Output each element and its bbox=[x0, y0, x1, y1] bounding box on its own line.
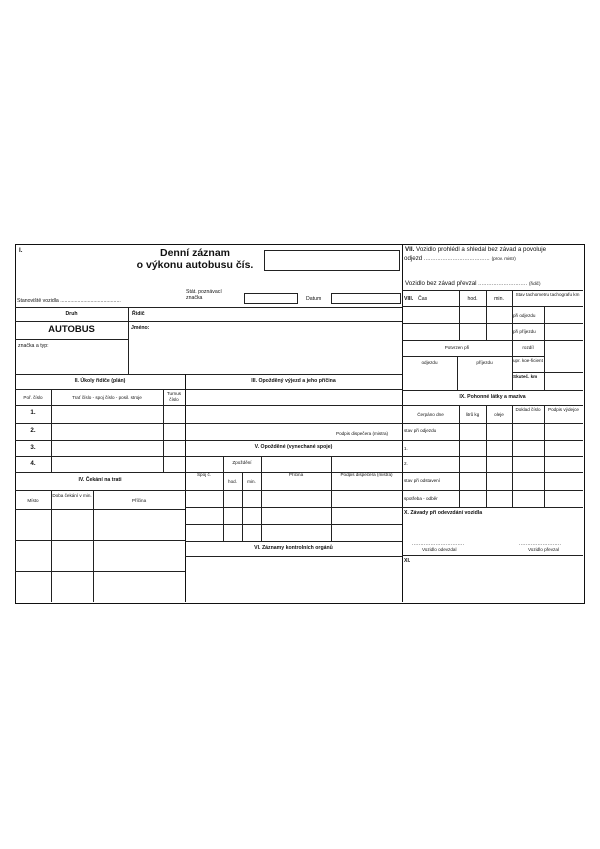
v-vline-1 bbox=[223, 456, 224, 541]
pri-prijezdu-label: při příjezdu bbox=[513, 329, 536, 334]
iv-col-misto: Místo bbox=[27, 498, 39, 503]
autobus-underline bbox=[15, 339, 128, 340]
section-xi-heading: XI. bbox=[404, 558, 411, 564]
ix-vline-1 bbox=[459, 405, 460, 507]
ix-col-doklad-text: Doklad číslo bbox=[515, 407, 541, 412]
viii-tacho-text: Stav tachometru tachografu km bbox=[515, 292, 580, 297]
col-poradi-header: Poř. číslo bbox=[23, 395, 43, 400]
ii-vline-2 bbox=[163, 389, 164, 472]
iv-col-doba-text: Doba čekání v min. bbox=[52, 493, 92, 498]
section-iii-heading: III. Opožděný výjezd a jeho příčina bbox=[251, 378, 336, 384]
viii-vline-min bbox=[486, 290, 487, 340]
viii-vline-mid bbox=[457, 356, 458, 390]
viii-number: VIII. bbox=[404, 296, 414, 302]
v-col-zpozdeni: Zpoždění bbox=[232, 460, 252, 465]
ix-row3-line bbox=[402, 472, 583, 473]
bez-zavad-label: Vozidlo bez závad převzal bbox=[405, 280, 477, 287]
prevzal-dots: ......................... bbox=[519, 541, 562, 547]
autobus-label: AUTOBUS bbox=[48, 324, 95, 335]
ix-vline-3 bbox=[512, 405, 513, 507]
viii-row5-line bbox=[512, 372, 583, 373]
upr-koef-text: upr. koe-ficient bbox=[513, 358, 543, 363]
potvrzen-pri-label: Potvrzen při bbox=[444, 345, 470, 350]
form-title-line1: Denní záznam bbox=[159, 247, 230, 259]
section-vii-text: Vozidlo prohlédl a shledal bez závad a povoluje bbox=[416, 246, 547, 253]
odjezd-dots: ....................................... bbox=[423, 256, 490, 262]
iv-heading-line bbox=[15, 490, 185, 491]
skutec-km-label bbox=[513, 374, 543, 380]
odjezd-label: odjezd bbox=[404, 255, 423, 262]
section-i-number: I. bbox=[19, 247, 23, 254]
ix-row-spotreba: spotřeba - odběr bbox=[404, 496, 438, 501]
pri-odjezdu-label: při odjezdu bbox=[513, 313, 536, 318]
ix-col-oleje: oleje bbox=[494, 412, 504, 417]
odjezdu-label: odjezdu bbox=[421, 360, 438, 365]
ix-col-podpis bbox=[544, 407, 583, 413]
ix-row4-line bbox=[402, 490, 583, 491]
form-title-line2: o výkonu autobusu čís. bbox=[136, 259, 254, 271]
viii-row2-line bbox=[402, 323, 583, 324]
ridic-label: Řidič bbox=[132, 311, 145, 317]
v-col-pricina: Příčina bbox=[288, 472, 304, 477]
viii-row1-line bbox=[402, 306, 583, 307]
stat-znacka-label bbox=[186, 289, 236, 301]
upr-koef-label bbox=[513, 358, 543, 364]
jmeno-label: Jméno: bbox=[131, 325, 150, 331]
iv-header-line bbox=[15, 509, 185, 510]
viii-tacho-header bbox=[512, 292, 583, 298]
col-turnus-text: Turnus číslo bbox=[166, 391, 182, 402]
iv-vline-1 bbox=[51, 490, 52, 602]
viii-min-header: min. bbox=[494, 296, 504, 302]
section-vi-heading: VI. Záznamy kontrolních orgánů bbox=[254, 545, 333, 551]
ii-iii-divider bbox=[185, 374, 186, 602]
iv-col-doba bbox=[51, 493, 93, 499]
ix-header-line bbox=[402, 423, 583, 424]
iv-row1-line bbox=[15, 540, 185, 541]
ix-col-litru: litrů kg bbox=[465, 412, 480, 417]
v-vline-4 bbox=[331, 456, 332, 541]
stanoviste-label bbox=[17, 298, 121, 304]
v-bottom-line bbox=[185, 541, 402, 542]
ix-col-cerpano: Čerpáno dne bbox=[417, 412, 444, 417]
ii-row1-line bbox=[15, 423, 402, 424]
ix-row-2: 2. bbox=[404, 461, 408, 466]
ii-row3-line bbox=[15, 456, 185, 457]
prijezdu-label: příjezdu bbox=[476, 360, 493, 365]
section-vii-heading bbox=[405, 247, 546, 253]
bez-zavad-dots: ............................. bbox=[478, 281, 528, 287]
bez-zavad-line bbox=[405, 281, 541, 287]
stat-znacka-field[interactable] bbox=[244, 293, 298, 304]
v-col-spoj: Spoj č. bbox=[196, 472, 212, 477]
viii-row3-line bbox=[402, 340, 583, 341]
ix-row2-line bbox=[402, 456, 583, 457]
viii-vline-tacho bbox=[512, 290, 513, 390]
stat-znacka-text: Stát. poznávací značka bbox=[186, 289, 222, 301]
datum-label: Datum bbox=[306, 296, 322, 302]
iv-row2-line bbox=[15, 571, 185, 572]
stanoviste-label-text: Stanoviště vozidla bbox=[17, 298, 59, 304]
ii-row-2: 2. bbox=[30, 427, 36, 434]
iv-col-pricina: Příčina bbox=[131, 498, 147, 503]
datum-field[interactable] bbox=[331, 293, 401, 304]
ii-row-4: 4. bbox=[30, 460, 36, 467]
iv-vline-2 bbox=[93, 490, 94, 602]
skutec-km-text: Skuteč. km bbox=[513, 374, 538, 379]
ii-vline-1 bbox=[51, 389, 52, 472]
section-ix-heading: IX. Pohonné látky a maziva bbox=[459, 394, 526, 400]
viii-hod-header: hod. bbox=[467, 296, 478, 302]
ix-top-line bbox=[402, 390, 583, 391]
viii-cas-label: Čas bbox=[418, 296, 428, 302]
section-ii-heading: II. Úkoly řidiče (plán) bbox=[74, 378, 126, 384]
viii-vline-tacho2 bbox=[544, 306, 545, 390]
ii-row-1: 1. bbox=[30, 409, 36, 416]
druh-divider bbox=[128, 307, 129, 374]
druh-row-line bbox=[15, 321, 402, 322]
viii-top-line bbox=[402, 290, 583, 291]
x-bottom-line bbox=[402, 555, 583, 556]
ix-row-stav-odjezdu: stav při odjezdu bbox=[404, 428, 437, 433]
bus-number-field[interactable] bbox=[264, 250, 400, 271]
odjezd-line bbox=[404, 256, 516, 262]
ix-col-podpis-text: Podpis výdejce bbox=[548, 407, 579, 412]
ix-row-stav-odstaveni: stav při odstavení bbox=[404, 478, 441, 483]
section-vii-number: VII. bbox=[405, 246, 415, 253]
col-turnus-header bbox=[163, 391, 185, 402]
v-row1-line bbox=[185, 507, 402, 508]
section-ii-heading-line bbox=[15, 389, 402, 390]
ii-row2-line bbox=[15, 440, 402, 441]
druh-label: Druh bbox=[65, 311, 78, 317]
vi-heading-line bbox=[185, 556, 402, 557]
v-col-podpis: Podpis dispečera (mistra) bbox=[340, 472, 393, 477]
section-iv-heading: IV. Čekání na trati bbox=[78, 477, 122, 483]
ix-vline-2 bbox=[486, 405, 487, 507]
v-vline-2 bbox=[242, 472, 243, 541]
v-col-hod: hod. bbox=[228, 479, 237, 484]
viii-vline-hod bbox=[459, 290, 460, 340]
ii-row-3: 3. bbox=[30, 444, 36, 451]
rozdil-label: rozdíl bbox=[522, 345, 534, 350]
section-ii-top-line bbox=[15, 374, 402, 375]
odevzdal-dots: ............................... bbox=[412, 541, 465, 547]
v-row2-line bbox=[185, 524, 402, 525]
ix-bottom-line bbox=[402, 507, 583, 508]
ridic-note: (řidič) bbox=[529, 281, 541, 286]
prov-mistr-note: (prov. mistr) bbox=[491, 256, 516, 261]
ix-heading-line bbox=[402, 405, 583, 406]
v-heading-line bbox=[185, 456, 402, 457]
ii-header-line bbox=[15, 405, 185, 406]
v-vline-3 bbox=[261, 456, 262, 541]
section-x-heading: X. Závady při odevzdání vozidla bbox=[404, 510, 483, 516]
prevzal-label: Vozidlo převzal bbox=[528, 547, 559, 552]
stanoviste-dots: .......................................... bbox=[60, 298, 121, 304]
col-trat-header: Trať číslo - spoj číslo - posil. stroje bbox=[72, 395, 142, 400]
ix-vline-4 bbox=[544, 405, 545, 507]
v-header-line bbox=[185, 490, 402, 491]
section-v-heading: V. Opožděné (vynechané spoje) bbox=[254, 444, 333, 450]
viii-row4-line bbox=[402, 356, 544, 357]
iii-podpis-label: Podpis dispečera (mistra) bbox=[336, 431, 389, 436]
ix-row1-line bbox=[402, 440, 583, 441]
znacka-typ-label: značka a typ: bbox=[18, 343, 49, 349]
odevzdal-label: Vozidlo odevzdal bbox=[422, 547, 457, 552]
header-bottom-line bbox=[15, 307, 402, 308]
ix-col-doklad bbox=[512, 407, 544, 413]
ix-row-1: 1. bbox=[404, 446, 408, 451]
iii-line-mid bbox=[185, 405, 402, 406]
v-col-min: min. bbox=[247, 479, 256, 484]
